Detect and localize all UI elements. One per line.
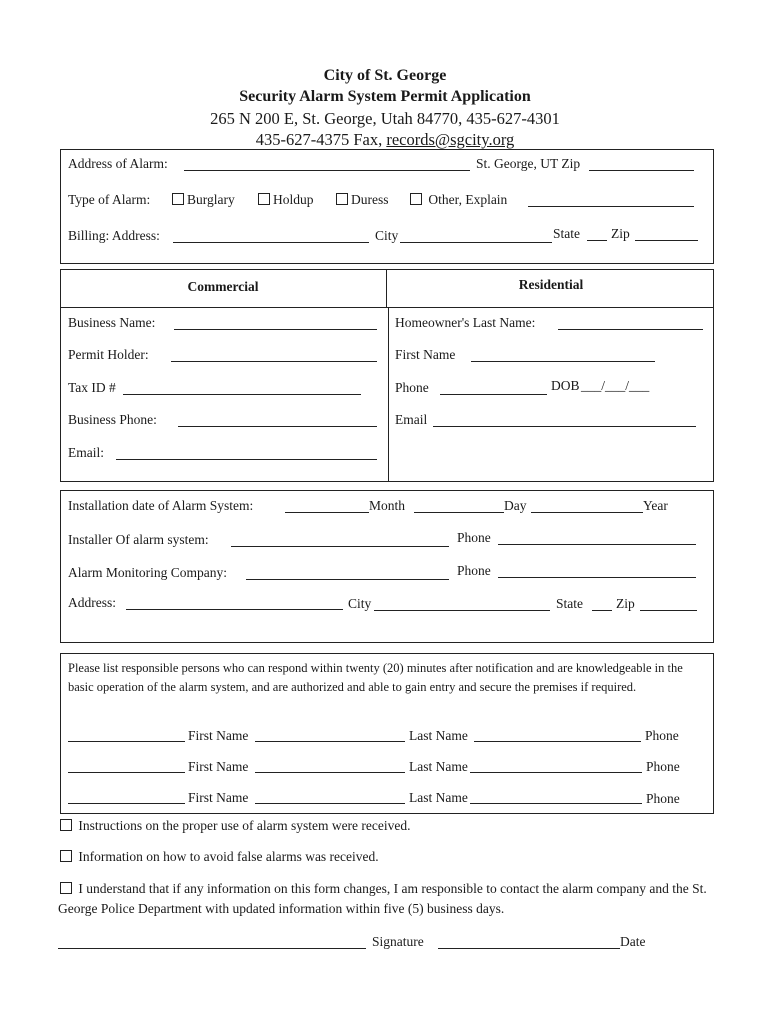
monitoring-company-field[interactable] [246, 579, 449, 580]
tax-id-label: Tax ID # [68, 380, 116, 395]
owner-column-divider-top [386, 269, 387, 307]
owner-section [60, 269, 714, 482]
homeowner-email-field[interactable] [433, 426, 696, 427]
other-explain-field[interactable] [528, 206, 694, 207]
billing-city-field[interactable] [400, 242, 552, 243]
install-month-label: Month [369, 498, 406, 513]
alarm-city-zip-label: St. George, UT Zip [476, 156, 581, 171]
owner-column-divider [388, 307, 389, 482]
business-name-field[interactable] [174, 329, 377, 330]
commercial-email-label: Email: [68, 445, 104, 460]
checkbox-burglary[interactable] [172, 193, 184, 205]
checkbox-false-alarms-info[interactable] [60, 850, 72, 862]
monitoring-phone-field[interactable] [498, 577, 696, 578]
responsible-2-first-name-field[interactable] [68, 772, 185, 773]
homeowner-last-name-label: Homeowner's Last Name: [395, 315, 536, 330]
checkbox-duress[interactable] [336, 193, 348, 205]
install-month-field[interactable] [285, 512, 369, 513]
alarm-type-label: Type of Alarm: [68, 192, 151, 207]
ack-instructions-text: Instructions on the proper use of alarm system were received. [78, 818, 411, 833]
billing-address-label: Billing: Address: [68, 228, 160, 243]
responsible-1-first-name-label: First Name [188, 728, 249, 743]
alarm-zip-field[interactable] [589, 170, 694, 171]
business-name-label: Business Name: [68, 315, 156, 330]
homeowner-first-name-label: First Name [395, 347, 456, 362]
installation-date-label: Installation date of Alarm System: [68, 498, 254, 513]
responsible-3-last-name-label: Last Name [409, 790, 468, 805]
install-day-label: Day [504, 498, 527, 513]
billing-zip-label: Zip [611, 226, 630, 241]
type-other[interactable] [408, 192, 507, 208]
type-burglary-label: Burglary [187, 192, 235, 207]
ack-instructions[interactable] [58, 816, 411, 836]
responsible-persons-instructions: Please list responsible persons who can respond within twenty (20) minutes after notification and are knowledgeable in the basic operation of the alarm system, and are authorized and able to gain entry and secure the premises if required. [68, 661, 683, 694]
monitoring-zip-field[interactable] [640, 610, 697, 611]
business-phone-label: Business Phone: [68, 412, 157, 427]
responsible-2-last-name-field[interactable] [255, 772, 405, 773]
type-burglary[interactable] [170, 192, 235, 208]
responsible-1-phone-field[interactable] [474, 741, 641, 742]
homeowner-last-name-field[interactable] [558, 329, 703, 330]
tax-id-field[interactable] [123, 394, 361, 395]
billing-state-label: State [553, 226, 580, 241]
installer-label: Installer Of alarm system: [68, 532, 209, 547]
ack-update-info[interactable] [58, 879, 718, 919]
type-duress-label: Duress [351, 192, 389, 207]
responsible-1-last-name-label: Last Name [409, 728, 468, 743]
homeowner-email-label: Email [395, 412, 428, 427]
commercial-heading: Commercial [187, 279, 259, 294]
monitoring-state-label: State [556, 596, 583, 611]
form-title: Security Alarm System Permit Application [239, 88, 531, 105]
installer-phone-field[interactable] [498, 544, 696, 545]
type-other-label: Other, Explain [428, 192, 508, 207]
responsible-2-last-name-label: Last Name [409, 759, 468, 774]
billing-zip-field[interactable] [635, 240, 698, 241]
homeowner-first-name-field[interactable] [471, 361, 655, 362]
responsible-3-last-name-field[interactable] [255, 803, 405, 804]
responsible-2-phone-label: Phone [646, 759, 680, 774]
permit-holder-label: Permit Holder: [68, 347, 149, 362]
checkbox-update-responsibility[interactable] [60, 882, 72, 894]
installer-phone-label: Phone [457, 530, 491, 545]
fax-number: 435-627-4375 Fax, [255, 130, 383, 149]
signature-date-label: Date [620, 934, 646, 949]
install-year-field[interactable] [531, 512, 643, 513]
responsible-1-phone-label: Phone [645, 728, 679, 743]
install-year-label: Year [643, 498, 668, 513]
email-link[interactable]: records@sgcity.org [386, 130, 515, 149]
monitoring-city-label: City [348, 596, 372, 611]
install-day-field[interactable] [414, 512, 504, 513]
monitoring-city-field[interactable] [374, 610, 550, 611]
type-duress[interactable] [334, 192, 389, 208]
residential-heading: Residential [518, 277, 584, 292]
monitoring-state-field[interactable] [592, 610, 612, 611]
type-holdup-label: Holdup [273, 192, 314, 207]
owner-header-divider [60, 307, 714, 308]
billing-state-field[interactable] [587, 240, 607, 241]
responsible-3-phone-label: Phone [646, 791, 680, 806]
installer-field[interactable] [231, 546, 449, 547]
homeowner-phone-field[interactable] [440, 394, 547, 395]
checkbox-holdup[interactable] [258, 193, 270, 205]
monitoring-phone-label: Phone [457, 563, 491, 578]
dob-field[interactable]: ___/___/___ [581, 378, 650, 393]
ack-update-info-text: I understand that if any information on this form changes, I am responsible to contact the alarm company and the St. George Police Department with updated information within five (5) business days. [58, 881, 707, 916]
alarm-address-field[interactable] [184, 170, 470, 171]
ack-false-alarms-text: Information on how to avoid false alarms was received. [78, 849, 379, 864]
type-holdup[interactable] [256, 192, 314, 208]
billing-city-label: City [375, 228, 399, 243]
business-phone-field[interactable] [178, 426, 377, 427]
signature-field[interactable] [58, 948, 366, 949]
responsible-3-first-name-field[interactable] [68, 803, 185, 804]
signature-date-field[interactable] [438, 948, 620, 949]
responsible-1-last-name-field[interactable] [255, 741, 405, 742]
homeowner-phone-label: Phone [395, 380, 429, 395]
monitoring-address-field[interactable] [126, 609, 343, 610]
responsible-2-first-name-label: First Name [188, 759, 249, 774]
billing-address-field[interactable] [173, 242, 369, 243]
ack-false-alarms[interactable] [58, 847, 379, 867]
fax-email-line [0, 130, 770, 150]
checkbox-instructions-received[interactable] [60, 819, 72, 831]
city-title: City of St. George [323, 67, 447, 84]
alarm-address-label: Address of Alarm: [68, 156, 168, 171]
responsible-3-first-name-label: First Name [188, 790, 249, 805]
office-address: 265 N 200 E, St. George, Utah 84770, 435-627-4301 [210, 109, 560, 128]
responsible-1-first-name-field[interactable] [68, 741, 185, 742]
monitoring-zip-label: Zip [616, 596, 635, 611]
homeowner-dob-label: DOB [551, 378, 580, 393]
monitoring-company-label: Alarm Monitoring Company: [68, 565, 227, 580]
permit-holder-field[interactable] [171, 361, 377, 362]
responsible-3-phone-field[interactable] [470, 803, 642, 804]
monitoring-address-label: Address: [68, 595, 116, 610]
commercial-email-field[interactable] [116, 459, 377, 460]
signature-label: Signature [372, 934, 424, 949]
responsible-2-phone-field[interactable] [470, 772, 642, 773]
checkbox-other[interactable] [410, 193, 422, 205]
